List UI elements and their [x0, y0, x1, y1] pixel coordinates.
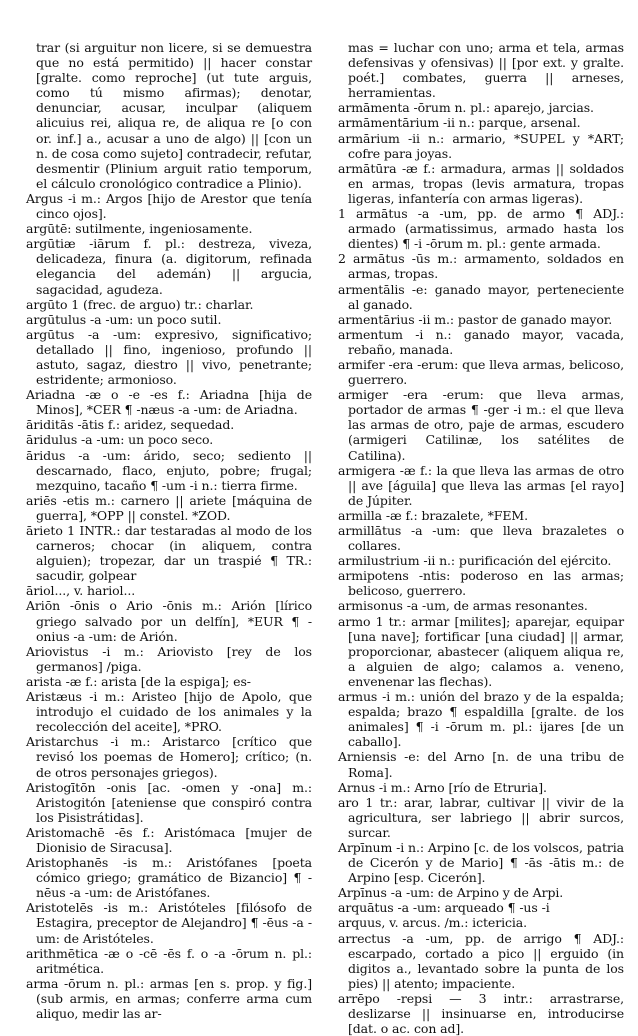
- dictionary-entry: armilla -æ f.: brazalete, *FEM.: [338, 507, 528, 523]
- dictionary-entry: arithmētica -æ o -cē -ēs f. o -a -ōrum n. pl.: aritmética.: [26, 945, 312, 976]
- dictionary-entry: Aristarchus -i m.: Aristarco [crítico que revisó los poemas de Homero]; crítico; (n. de otros personajes griegos).: [26, 734, 312, 780]
- dictionary-entry: Aristomachē -ēs f.: Aristómaca [mujer de Dionisio de Siracusa].: [26, 824, 312, 855]
- dictionary-entry: ārieto 1 INTR.: dar testaradas al modo de los carneros; chocar (in aliquem, contra alguien); tropezar, dar un traspié ¶ TR.: sacudir, golpear: [26, 523, 312, 584]
- dictionary-entry: Argus -i m.: Argos [hijo de Arestor que tenía cinco ojos].: [26, 190, 312, 222]
- dictionary-entry: armo 1 tr.: armar [milites]; aparejar, equipar [una nave]; fortificar [una ciudad] || armar, proporcionar, abastecer (aliquem aliqua re, a alguien de algo; calamos a. veneno, envenenar las flechas).: [338, 613, 624, 689]
- dictionary-entry: argūtus -a -um: expresivo, significativo; detallado || fino, ingenioso, profundo || astuto, sagaz, diestro || vivo, penetrante; estridente; armonioso.: [26, 326, 312, 388]
- dictionary-entry: āriditās -ātis f.: aridez, sequedad.: [26, 417, 235, 433]
- dictionary-entry: armāmentārium -ii n.: parque, arsenal.: [338, 115, 581, 131]
- dictionary-entry: ariēs -etis m.: carnero || ariete [máquina de guerra], *OPP || constel. *ZOD.: [26, 492, 312, 523]
- dictionary-entry: armilustrium -ii n.: purificación del ejército.: [338, 553, 612, 569]
- dictionary-entry: aro 1 tr.: arar, labrar, cultivar || vivir de la agricultura, ser labriego || abrir surcos, surcar.: [338, 794, 624, 840]
- dictionary-entry: armigera -æ f.: la que lleva las armas de otro || ave [águila] que lleva las armas [el rayo] de Júpiter.: [338, 462, 624, 508]
- dictionary-entry: Arpīnum -i n.: Arpino [c. de los volscos, patria de Cicerón y de Mario] ¶ -ās -ātis m.: de Arpino [esp. Cicerón].: [338, 839, 624, 886]
- right-column: [338, 40, 624, 1036]
- dictionary-entry: trar (si arguitur non licere, si se demuestra que no está permitido) || hacer constar [gralte. como reproche] (ut tute arguis, como tú mismo afirmas); denotar, denunciar, acusar, inculpar (aliquem alicuius rei, aliqua re, de aliqua re [o con or. inf.] a., acusar a uno de algo) || [con un n. de cosa como sujeto] contradecir, refutar, desmentir (Plinium arguit ratio temporum, el cálculo cronológico contradice a Plinio).: [36, 40, 312, 191]
- dictionary-entry: Ariadna -æ o -e -es f.: Ariadna [hija de Minos], *CER ¶ -næus -a -um: de Ariadna.: [26, 387, 312, 418]
- dictionary-entry: Arpīnus -a -um: de Arpino y de Arpi.: [338, 885, 564, 901]
- dictionary-entry: argūtiæ -iārum f. pl.: destreza, viveza, delicadeza, finura (a. digitorum, refinada elegancia del ademán) || argucia, sagacidad, agudeza.: [26, 236, 312, 297]
- dictionary-entry: armārium -ii n.: armario, *SUPEL y *ART; cofre para joyas.: [338, 130, 624, 161]
- left-column: [26, 40, 312, 1021]
- dictionary-entry: arista -æ f.: arista [de la espiga]; es-: [26, 673, 251, 689]
- dictionary-entry: armāmenta -ōrum n. pl.: aparejo, jarcias.: [338, 100, 594, 116]
- dictionary-entry: āriol..., v. hariol...: [26, 583, 136, 599]
- dictionary-entry: armillātus -a -um: que lleva brazaletes o collares.: [338, 523, 624, 554]
- dictionary-entry: armiger -era -erum: que lleva armas, portador de armas ¶ -ger -i m.: el que lleva las armas de otro, paje de armas, escudero (armigeri Catilinæ, los satélites de Catilina).: [338, 387, 624, 463]
- dictionary-entry: arma -ōrum n. pl.: armas [en s. prop. y fig.] (sub armis, en armas; conferre arma cum aliquo, medir las ar-: [26, 975, 312, 1021]
- dictionary-entry: arquus, v. arcus. /m.: ictericia.: [338, 915, 527, 931]
- dictionary-entry: armifer -era -erum: que lleva armas, belicoso, guerrero.: [338, 356, 624, 388]
- dictionary-entry: āridulus -a -um: un poco seco.: [26, 432, 214, 448]
- dictionary-entry: Arnus -i m.: Arno [río de Etruria].: [338, 779, 547, 795]
- dictionary-entry: Ariovistus -i m.: Ariovisto [rey de los germanos] /piga.: [26, 643, 312, 674]
- dictionary-entry: 2 armātus -ūs m.: armamento, soldados en armas, tropas.: [338, 251, 624, 282]
- dictionary-entry: āridus -a -um: árido, seco; sediento || descarnado, flaco, enjuto, pobre; frugal; mezquino, tacaño ¶ -um -i n.: tierra firme.: [26, 447, 312, 493]
- dictionary-entry: Arniensis -e: del Arno [n. de una tribu de Roma].: [338, 749, 624, 780]
- dictionary-entry: armus -i m.: unión del brazo y de la espalda; espalda; brazo ¶ espaldilla [gralte. de los animales] ¶ -i -ōrum m. pl.: ijares [de un caballo].: [338, 689, 624, 750]
- dictionary-entry: Aristophanēs -is m.: Aristófanes [poeta cómico griego; gramático de Bizancio] ¶ -nēus -a -um: de Aristófanes.: [26, 855, 312, 901]
- dictionary-entry: armisonus -a -um, de armas resonantes.: [338, 598, 588, 614]
- dictionary-entry: armentārius -ii m.: pastor de ganado mayor.: [338, 311, 613, 327]
- dictionary-entry: arrēpo -repsi — 3 intr.: arrastrarse, deslizarse || insinuarse en, introducirse [dat. o ac. con ad].: [338, 990, 624, 1036]
- dictionary-entry: armentālis -e: ganado mayor, perteneciente al ganado.: [338, 281, 624, 312]
- dictionary-entry: argūto 1 (frec. de arguo) tr.: charlar.: [26, 296, 254, 312]
- dictionary-entry: argūtē: sutilmente, ingeniosamente.: [26, 221, 253, 237]
- dictionary-entry: Aristotelēs -is m.: Aristóteles [filósofo de Estagira, preceptor de Alejandro] ¶ -ēus -a -um: de Aristóteles.: [26, 900, 312, 946]
- dictionary-entry: arrectus -a -um, pp. de arrigo ¶ ADJ.: escarpado, cortado a pico || erguido (in digitos a., levantado sobre la punta de los pies) || atento; impaciente.: [338, 930, 624, 991]
- dictionary-entry: Aristogītōn -onis [ac. -omen y -ona] m.: Aristogitón [ateniense que conspiró contra los Pisistrátidas].: [26, 779, 312, 825]
- dictionary-entry: mas = luchar con uno; arma et tela, armas defensivas y ofensivas) || [por ext. y gralte. poét.] combates, guerra || arneses, herramientas.: [348, 40, 624, 101]
- dictionary-entry: argūtulus -a -um: un poco sutil.: [26, 311, 222, 327]
- dictionary-entry: armentum -i n.: ganado mayor, vacada, rebaño, manada.: [338, 326, 624, 357]
- dictionary-entry: Aristæus -i m.: Aristeo [hijo de Apolo, que introdujo el cuidado de los animales y la recolección del aceite], *PRO.: [26, 689, 312, 735]
- columns: [26, 40, 624, 1036]
- dictionary-entry: armātūra -æ f.: armadura, armas || soldados en armas, tropas (levis armatura, tropas ligeras, infantería con armas ligeras).: [338, 160, 624, 206]
- dictionary-entry: 1 armātus -a -um, pp. de armo ¶ ADJ.: armado (armatissimus, armado hasta los dientes) ¶ -i -ōrum m. pl.: gente armada.: [338, 206, 624, 252]
- dictionary-entry: arquātus -a -um: arqueado ¶ -us -i: [338, 900, 550, 916]
- dictionary-entry: armipotens -ntis: poderoso en las armas; belicoso, guerrero.: [338, 568, 624, 599]
- dictionary-entry: Ariōn -ōnis o Ario -ōnis m.: Arión [lírico griego salvado por un delfín], *EUR ¶ -onius -a -um: de Arión.: [26, 598, 312, 644]
